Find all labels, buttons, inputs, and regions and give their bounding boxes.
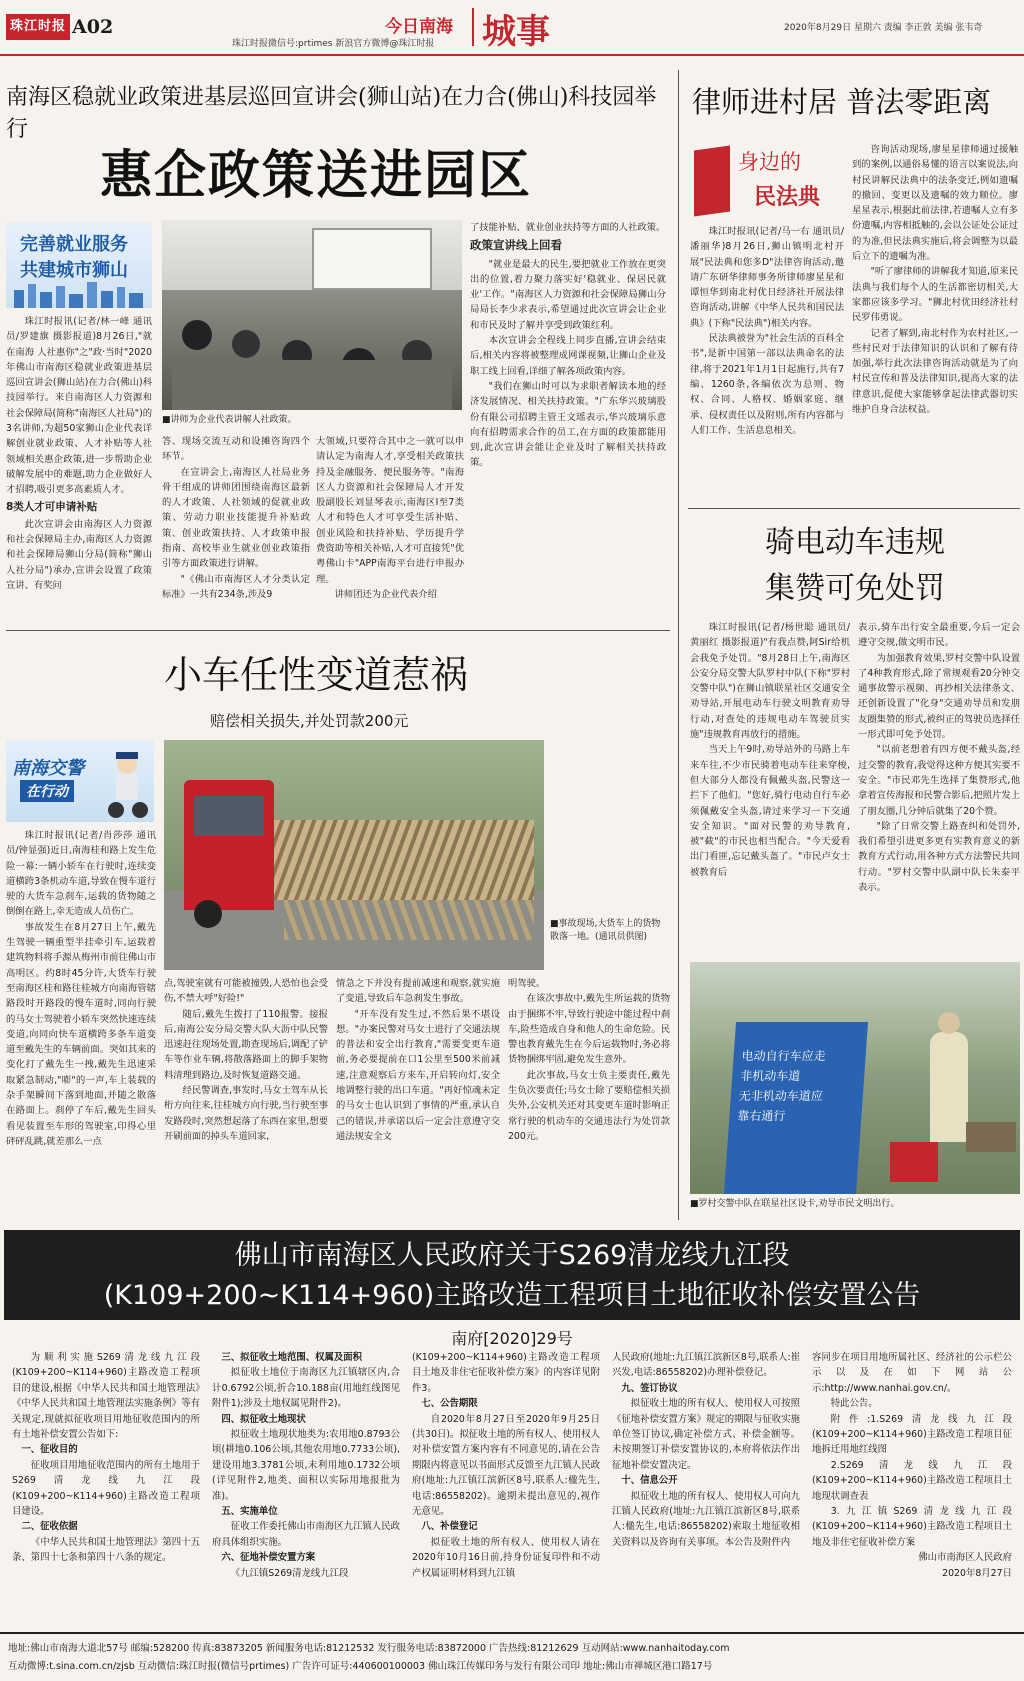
notice-doc-number: 南府[2020]29号 <box>451 1329 573 1348</box>
article3-title: 小车任性变道惹祸 <box>164 653 469 697</box>
date-line: 2020年8月29日 星期六 责编 李正敦 美编 张韦奇 <box>784 23 983 33</box>
article4-photo <box>690 962 1020 1194</box>
notice-title: 佛山市南海区人民政府关于S269清龙线九江段 <box>234 1240 790 1271</box>
scattered-scaffolding <box>274 820 534 900</box>
article3-col3: 情急之下并没有提前减速和观察,就实施了变道,导致后车急刹发生事故。 "开车没有发生过,不然后果不堪设想。"办案民警对马女士进行了交通法规的普法和安全出行教育,"需要变更车道前,务必要提前在口1公里至500米前减速,注意观察后方来车,开启转向灯,安全地调整行驶的出口车道。"再好惊魂未定的马女士也认识到了事情的严重,承认自己的错误,并承诺以后一定会注意遵守交通法规安全文 <box>336 978 500 1142</box>
city-skyline-icon <box>6 282 152 308</box>
article1-col3: 大领域,只要符合其中之一就可以申请认定为南海人才,享受相关政策扶持及金融服务、便民服务等。"南海区人力资源和社会保障局人才开发股副股长刘显琴表示,南海区Ⅰ至7类人才和特色人才可享受生活补贴、创业风险和扶持补贴、学历提升学费资助等相关补贴,人才可直接凭"优粤佛山卡"APP南海平台进行申报办理。 讲师团还为企业代表介绍 <box>316 436 464 600</box>
notice-banner <box>4 1230 1020 1320</box>
police-officer <box>930 1032 968 1142</box>
article3-col1: 珠江时报讯(记者/肖莎莎 通讯员/钟显强)近日,南海桂和路上发生危险一幕:一辆小轿车在行驶时,连续变道横跨3条机动车道,导致在慢车道行驶的大货车急刹车,运载的货物随之倒倒在路上,幸无造成人员伤亡。 事故发生在8月27日上午,戴先生驾驶一辆重型半挂牵引车,运载着建筑物料将手源从梅州市前往佛山市高明区。约8时45分许,大货车行驶至南海区桂和路往桂城方向南海管辖路段时开路段的慢车道时,同向行驶的马女士驾驶着小轿车突然快速连续变道,向同向快车道横跨多条车道变道至戴先生的车辆前面。突如其来的变化打了戴先生一拽,戴先生迅速采取紧急制动,"嘭"的一声,车上装载的杂手架瞬间下落到地面,并随之散落在路面上。刹停了车后,戴先生回头看见装置至车形的驾驶室,印得心里砰砰乱跳,就差那么一点 <box>6 830 156 1147</box>
section-big: 城事 <box>482 12 550 52</box>
section-divider <box>688 508 1020 509</box>
logo-text: 南海交警 <box>12 758 84 779</box>
page-number: A02 <box>72 16 114 38</box>
article1-photo <box>162 220 462 410</box>
article2-col2: 咨询活动现场,廖星星律师通过援触到的案例,以通俗易懂的语言以案说法,向村民讲解民法典中的法条变迁,例如遗嘱的撤回、变更以及遗嘱的效力顺位。廖星星表示,根据此前法律,若遗嘱人立有多份遗嘱,内容相抵触的,会以公证处公证过的为准,但民法典实施后,将会调整为以最后立下的遗嘱为准。 "听了廖律师的讲解我才知道,原来民法典与我们每个人的生活都密切相关,大家都应该多学习。"狮北村优田经济社村民罗伟勇说。 记者了解到,南北村作为农村社区,一些村民对于法律知识的认识和了解有待加强,举行此次法律咨询活动就是为了向村民宣传和普及法律知识,提高大家的法律意识,促使大家能够拿起法律武器切实维护自身合法权益。 <box>852 144 1018 416</box>
notice-col3: (K109+200~K114+960)主路改造工程项目土地及非住宅征收补偿方案》的内容详见附件3。 七、公告期限 自2020年8月27日至2020年9月25日(共30日)。拟征收土地的所有权人、使用权人对补偿安置方案内容有不同意见的,请在公告期限内将意见以书面形式反馈至九江镇人民政府(地址:九江镇江滨新区8号,联系人:楹先生,电话:86558202)。逾期未提出意见的,视作无意见。 八、补偿登记 拟征收土地的所有权人、使用权人请在2020年10月16日前,持身份证复印件和不动产权属证明材料到九江镇 <box>412 1352 600 1579</box>
book-icon <box>694 145 730 216</box>
article3-photo <box>164 740 544 970</box>
article3-col2: 点,驾驶室就有可能被撞毁,人恐怕也会受伤,不禁大呼"好险!" 随后,戴先生拨打了110报警。接报后,南海公安分局交警大队大沥中队民警迅速赶往现场处置,勘查现场后,调配了铲车等作业车辆,将散落路面上的脚手架物料清理到路边,及时恢复道路交通。 经民警调查,事发时,马女士驾车从长桁方向往来,往桂城方向行驶,当行驶至事发路段时,突然想起落了东西在家里,想要开刷前面的掉头车道回家, <box>164 978 328 1142</box>
article3-col4: 明驾驶。 在该次事故中,戴先生所运载的货物由于捆绑不牢,导致行驶途中能过程中刹车,险些造成自身和他人的生命危险。民警也教育戴先生在今后运载物时,务必将货物捆绑牢固,避免发生意外。 此次事故,马女士负主要责任,戴先生负次要责任;马女士除了要赔偿相关损失外,公安机关还对其变更车道时影响正常行驶的机动车的交通违法行为处罚款200元。 <box>508 978 670 1142</box>
article1-col1: 珠江时报讯(记者/林一峰 通讯员/罗建旗 摄影报道)8月26日,"就在南海 人社惠你"之"政·当时"2020年佛山市南海区稳就业政策进基层巡回宣讲会(狮山站)在力合(佛山)科技园举行。来自南海区人力资源和社会保障局(简称"南海区人社局")的3名讲师,为超50家狮山企业代表详解创业就业政策、人才补贴等人社领域相关惠企政策,进一步帮助企业破解发展中的难题,助力企业做好人才招聘,吸引更多高素质人才。 8类人才可申请补贴 此次宣讲会由南海区人力资源和社会保障局主办,南海区人力资源和社会保障局狮山分局(简称"狮山人社分局")承办,宣讲会设置了政策宣讲、有奖问 <box>6 316 152 592</box>
article4-title: 骑电动车违规 集赞可免处罚 <box>765 525 945 606</box>
red-chair <box>890 1142 938 1182</box>
article2-logo <box>690 142 840 220</box>
notice-col4: 人民政府(地址:九江镇江滨新区8号,联系人:崔兴发,电话:86558202)办理补偿登记。 九、签订协议 拟征收土地的所有权人、使用权人可按照《征地补偿安置方案》规定的期限与征收实施单位签订协议,确定补偿方式、补偿金额等。未按期签订补偿安置协议的,本府将依法作出征地补偿安置决定。 十、信息公开 拟征收土地的所有权人、使用权人可向九江镇人民政府(地址:九江镇江滨新区8号,联系人:楹先生,电话:86558202)索取土地征收相关资料以及咨询有关事项。本公告及附件内 <box>612 1352 800 1548</box>
logo-text: 共建城市狮山 <box>20 260 128 281</box>
section-divider <box>6 630 670 631</box>
article4-col2: 表示,骑车出行安全最重要,今后一定会遵守交规,做文明市民。 为加强教育效果,罗村交警中队设置了4种教育形式,除了常规观看20分钟交通事故警示视频、再抄相关法律条文、还创新设置了"化身"交通劝导员和发朋友圈集赞的形式,被纠正的驾驶员选择任一形式即可免予处罚。 "以前老想着有四方便不戴头盔,经过交警的教育,我觉得这种方便其实要不安全。"市民邓先生选择了集赞形式,他拿着宣传海报和民警合影后,把照片发上了朋友圈,几分钟后就集了20个赞。 "除了日常交警上路查纠和处罚外,我们希望引进更多更有实教育意义的新教育方式行动,用各种方式方法警民共同行动。"罗村交警中队副中队长朱泰平表示。 <box>858 622 1020 894</box>
article2-title: 律师进村居 普法零距离 <box>692 85 992 119</box>
notice-col2: 三、拟征收土地范围、权属及面积 拟征收土地位于南海区九江镇辖区内,合计0.6792公顷,折合10.188亩(用地红线图见附件1);涉及土地权属见附件2)。 四、拟征收土地现状 拟征收土地现状地类为:农用地0.8793公顷(耕地0.106公顷,其他农用地0.7733公顷),建设用地3.3781公顷,未利用地0.1732公顷(详见附件2,地类、面积以实际用地报批为准)。 五、实施单位 征收工作委托佛山市南海区九江镇人民政府具体组织实施。 六、征地补偿安置方案 《九江镇S269清龙线九江段 <box>212 1352 400 1579</box>
section-small: 今日南海 <box>385 17 453 37</box>
notice-signer: 佛山市南海区人民政府 <box>918 1552 1012 1564</box>
subhead: 8类人才可申请补贴 <box>6 500 98 513</box>
masthead <box>0 0 1024 54</box>
roadside-sign: 电动自行车应走 非机动车道 无非机动车道应 靠右通行 <box>724 1022 868 1194</box>
section-divider <box>472 8 474 46</box>
article1-logo <box>6 222 152 308</box>
logo-text: 民法典 <box>754 184 821 210</box>
logo-text: 完善就业服务 <box>20 234 128 255</box>
logo-text: 在行动 <box>20 780 74 802</box>
masthead-rule <box>0 54 1024 56</box>
article4-photo-caption: ■罗村交警中队在联星社区设卡,劝导市民文明出行。 <box>690 1199 900 1209</box>
notice-col5: 容同步在项目用地所属社区、经济社的公示栏公示以及在如下网站公示:http://www.nanhai.gov.cn/。 特此公告。 附件:1.S269清龙线九江段(K109+200~K114+960)主路改造工程项目征地拆迁用地红线图 2.S269清龙线九江段(K109+200~K114+960)主路改造工程项目土地现状调查表 3.九江镇S269清龙线九江段(K109+200~K114+960)主路改造工程项目土地及非住宅征收补偿方案 佛山市南海区人民政府 2020年8月27日 <box>812 1350 1012 1620</box>
notice-col1: 为顺利实施S269清龙线九江段(K109+200~K114+960)主路改造工程项目的建设,根据《中华人民共和国土地管理法》《中华人民共和国土地管理法实施条例》等有关规定,现就拟征收项目用地征收范围内的所有土地补偿安置公告如下: 一、征收目的 征收项目用地征收范围内的所有土地用于S269清龙线九江段(K109+200~K114+960)主路改造工程项目建设。 二、征收依据 《中华人民共和国土地管理法》第四十五条、第四十七条和第四十八条的规定。 <box>12 1352 200 1564</box>
newspaper-logo: 珠江时报 <box>6 14 70 40</box>
article3-subtitle: 赔偿相关损失,并处罚款200元 <box>210 712 409 730</box>
notice-title: (K109+200~K114+960)主路改造工程项目土地征收补偿安置公告 <box>103 1280 921 1311</box>
article2-col1: 珠江时报讯(记者/马一右 通讯员/潘丽华)8月26日,狮山镇明北村开展"民法典和您多D"法律咨询活动,邀请广东研华律师事务所律师廖星星和谭恒华到南北村优日经济社开展法律咨询活动,讲解《中华人民共和国民法典》(下称"民法典")相关内容。 民法典被誉为"社会生活的百科全书",是新中国第一部以法典命名的法律,将于2021年1月1日起施行,共有7编、1260条,各编依次为总则、物权、合同、人格权、婚姻家庭、继承、侵权责任以及附则,所有内容都与人们工作、生活息息相关。 <box>690 226 844 436</box>
article1-col2: 答、现场交流互动和设摊咨询四个环节。 在宣讲会上,南海区人社局业务骨干组成的讲师团围绕南海区最新的人才政策、人社领域的促就业政策、劳动力职业技能提升补贴政策、创业政策扶持、人才政策申报指南、高校毕业生就业创业政策指引等方面政策进行讲解。 "《佛山市南海区人才分类认定标准》一共有234条,涉及9 <box>162 436 310 600</box>
logo-text: 身边的 <box>738 150 801 174</box>
column-divider <box>678 70 679 1220</box>
projection-screen <box>312 228 432 290</box>
article3-logo <box>6 740 154 822</box>
subhead: 政策宣讲线上回看 <box>470 238 562 253</box>
article1-col4: 了技能补贴、就业创业扶持等方面的人社政策。 政策宣讲线上回看 "就业是最大的民生,要把就业工作放在更突出的位置,着力聚力落实好'稳就业、保居民就业'工作。"南海区人力资源和社会保障局狮山分局局长李少求表示,希望通过此次宣讲会让企业和市民及时了解并享受到政策红利。 本次宣讲会全程线上同步直播,宣讲会结束后,相关内容将被整理成网课视频,让狮山企业及职工线上回看,详细了解各项政策内容。 "我们在狮山时可以为求职者解读本地的经济发展情况、相关扶持政策。"广东华兴玻璃股份有限公司招聘主管王文瑶表示,华兴玻璃乐意向有招聘需求合作的员工,在方面的政策都能用到,此次宣讲会能让企业及时了解相关扶持政策。 <box>470 222 666 469</box>
article3-photo-caption: ■事故现场,大货车上的货物散落一地。(通讯员供图) <box>550 919 661 942</box>
footer-line2: 互动微博:t.sina.com.cn/zjsb 互动微信:珠江时报(微信号prtimes) 广告许可证号:440600100003 佛山珠江传媒印务与发行有限公司印 地址:佛山市禅城区港口路17号 <box>8 1661 713 1672</box>
traffic-police-icon <box>102 750 152 820</box>
notice-date: 2020年8月27日 <box>942 1567 1012 1579</box>
article1-photo-caption: ■讲师为企业代表讲解人社政策。 <box>162 415 297 425</box>
footer-line1: 地址:佛山市南海大道北57号 邮编:528200 传真:83873205 新闻服务电话:81212532 发行服务电话:83872000 广告热线:81212629 互动网站:www.nanhaitoday.com <box>8 1643 730 1654</box>
footer-rule <box>0 1632 1024 1634</box>
article1-subtitle: 南海区稳就业政策进基层巡回宣讲会(狮山站)在力合(佛山)科技园举行 <box>6 85 657 142</box>
wechat-line: 珠江时报微信号:prtimes 新浪官方微博@珠江时报 <box>232 39 435 49</box>
article1-title: 惠企政策送进园区 <box>100 145 533 206</box>
article4-col1: 珠江时报讯(记者/杨世聪 通讯员/黄丽红 摄影报道)"有我点赞,阿Sir给机会我免予处罚。"8月28日上午,南海区公安分局交警大队罗村中队(下称"罗村交警中队")在狮山镇联星社区交通安全劝导站,开展电动车行驶文明教育劝导行动,对查处的违规电动车驾驶员实施"违规教育再放行的措施。 当天上午9时,劝导站外的马路上车来车往,不少市民骑着电动车往来穿梭,但大部分人都没有佩戴头盔,民警这一拦下了他们。"您好,骑行电动自行车必须佩戴安全头盔,请过来学习一下交通安全知识。"面对民警的劝导教育,被"截"的市民也相当配合。"今天爱看出门看匪,忘记戴头盔了。"市民卢女士被教育后 <box>690 622 850 878</box>
